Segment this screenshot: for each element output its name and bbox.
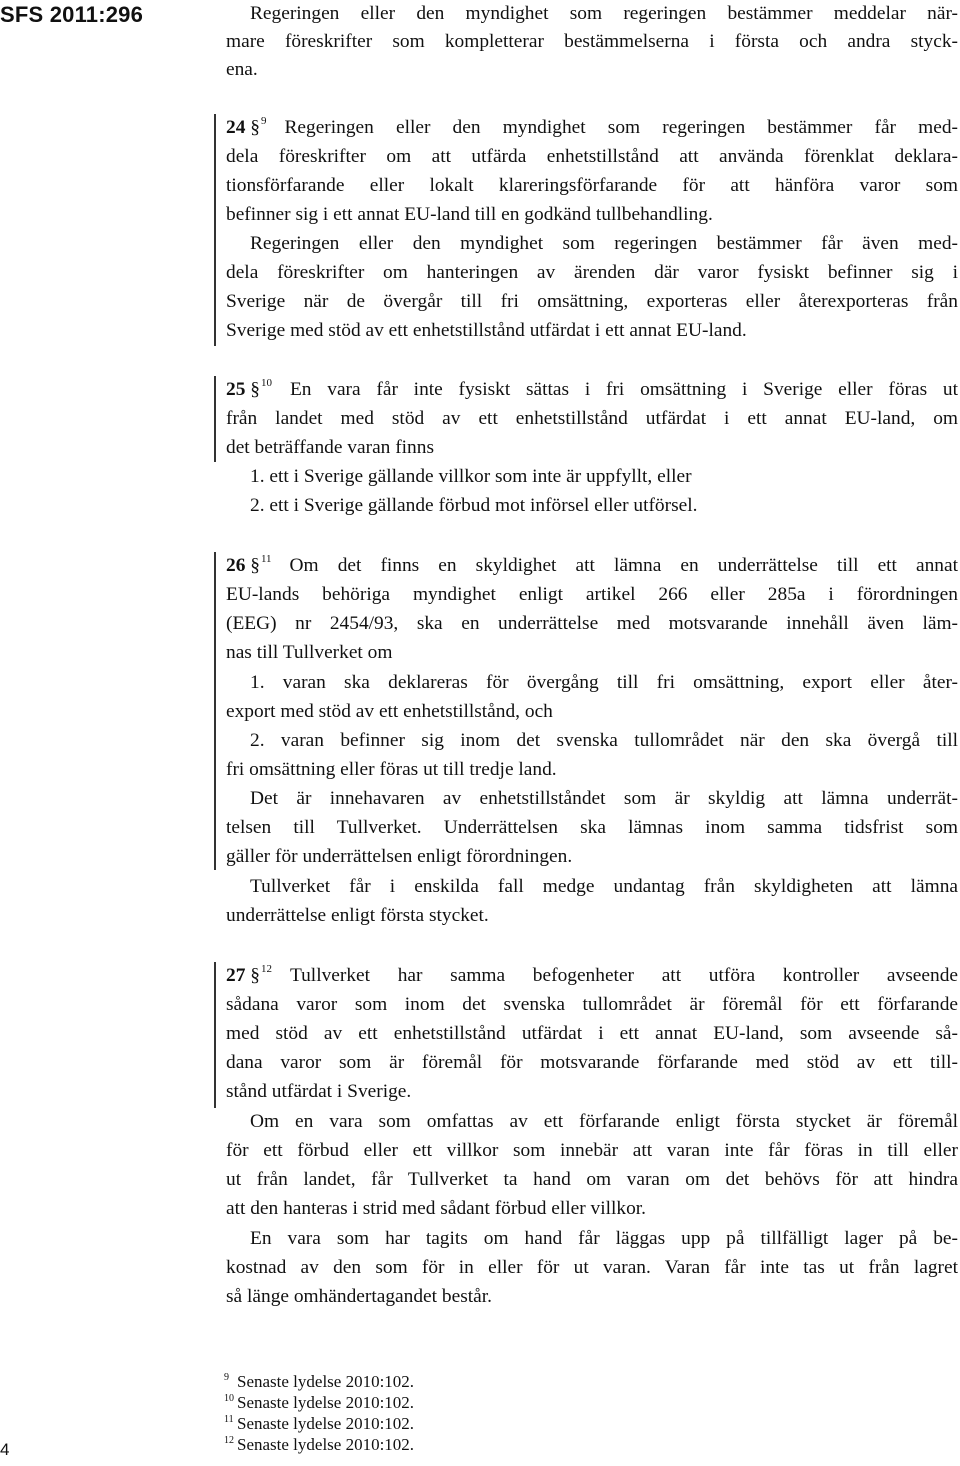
section-number: 26 (226, 555, 246, 576)
list-item: 1. ett i Sverige gällande villkor som inte är uppfyllt, eller (250, 466, 692, 487)
section-line: befinner sig i ett annat EU-land till en godkänd tullbehandling. (226, 204, 713, 225)
section-line: telsen till Tullverket. Underrättelsen ska lämnas inom samma tidsfrist som (226, 817, 958, 838)
footnote-ref: 10 (260, 377, 272, 389)
footnote (224, 1435, 414, 1458)
section-line: för ett förbud eller ett villkor som innebär att varan inte får föras in till eller (226, 1140, 958, 1161)
list-item: fri omsättning eller föras ut till tredje land. (226, 759, 557, 780)
change-bar (214, 552, 216, 870)
section-line: stånd utfärdat i Sverige. (226, 1081, 412, 1102)
section-26-first-line (226, 552, 958, 582)
section-text: Om det finns en skyldighet att lämna en underrättelse till ett annat (289, 555, 958, 576)
change-bar (214, 376, 216, 462)
section-line: med stöd av ett enhetstillstånd utfärdat i ett annat EU-land, som avseende så- (226, 1023, 958, 1044)
section-line: det beträffande varan finns (226, 437, 434, 458)
list-item: 2. varan befinner sig inom det svenska tullområdet när den ska övergå till (250, 730, 958, 751)
section-symbol: § (250, 965, 260, 986)
footnote-text: Senaste lydelse 2010:102. (237, 1372, 415, 1391)
section-symbol: § (250, 379, 260, 400)
section-symbol: § (250, 117, 260, 138)
section-line: dela föreskrifter om att utfärda enhetstillstånd att använda förenklat deklara- (226, 146, 958, 167)
section-line: kostnad av den som för in eller för ut varan. Varan får inte tas ut från lagret (226, 1257, 958, 1278)
list-item: export med stöd av ett enhetstillstånd, och (226, 701, 553, 722)
footnote (224, 1414, 414, 1437)
section-line: underrättelse enligt första stycket. (226, 905, 489, 926)
footnote-text: Senaste lydelse 2010:102. (237, 1414, 415, 1433)
section-line: från landet med stöd av ett enhetstillstånd utfärdat i ett annat EU-land, om (226, 408, 958, 429)
section-line: så länge omhändertagandet består. (226, 1286, 492, 1307)
section-line: dana varor som är föremål för motsvarande förfarande med stöd av ett till- (226, 1052, 958, 1073)
section-line: tionsförfarande eller lokalt klareringsförfarande för att hänföra varor som (226, 175, 958, 196)
section-number: 24 (226, 117, 246, 138)
section-line: Sverige med stöd av ett enhetstillstånd utfärdat i ett annat EU-land. (226, 320, 747, 341)
section-line: nas till Tullverket om (226, 642, 393, 663)
section-25-first-line (226, 376, 958, 406)
list-item: 1. varan ska deklareras för övergång till fri omsättning, export eller åter- (250, 672, 958, 693)
footnote-number: 11 (224, 1414, 234, 1425)
section-27-first-line (226, 962, 958, 992)
section-line: dela föreskrifter om hanteringen av ärenden där varor fysiskt befinner sig i (226, 262, 958, 283)
sfs-number: SFS 2011:296 (0, 2, 144, 27)
section-line: Regeringen eller den myndighet som regeringen bestämmer får även med- (250, 233, 958, 254)
section-symbol: § (250, 555, 260, 576)
section-line: Sverige när de övergår till fri omsättning, exporteras eller återexporteras från (226, 291, 958, 312)
intro-line: Regeringen eller den myndighet som regeringen bestämmer meddelar när- (250, 3, 958, 24)
section-text: Regeringen eller den myndighet som regeringen bestämmer får med- (284, 117, 958, 138)
page-number: 4 (0, 1440, 10, 1459)
footnote-ref: 12 (260, 963, 272, 975)
section-line: Tullverket får i enskilda fall medge undantag från skyldigheten att lämna (250, 876, 958, 897)
footnote-text: Senaste lydelse 2010:102. (237, 1435, 415, 1454)
section-line: EU-lands behöriga myndighet enligt artikel 266 eller 285a i förordningen (226, 584, 958, 605)
footnote-number: 12 (224, 1435, 234, 1446)
footnote-ref: 9 (260, 115, 267, 127)
section-line: sådana varor som inom det svenska tullområdet är föremål för ett förfarande (226, 994, 958, 1015)
footnote-number: 10 (224, 1393, 234, 1404)
section-line: ut från landet, får Tullverket ta hand om varan om det behövs för att hindra (226, 1169, 958, 1190)
section-24-first-line (226, 114, 958, 144)
section-line: (EEG) nr 2454/93, ska en underrättelse med motsvarande innehåll även läm- (226, 613, 958, 634)
footnote-ref: 11 (260, 553, 272, 565)
change-bar (214, 962, 216, 1108)
footnote-number: 9 (224, 1372, 229, 1383)
section-number: 27 (226, 965, 246, 986)
list-item: 2. ett i Sverige gällande förbud mot införsel eller utförsel. (250, 495, 698, 516)
footnote (224, 1393, 414, 1416)
section-line: gäller för underrättelsen enligt förordningen. (226, 846, 573, 867)
section-line: Om en vara som omfattas av ett förfarande enligt första stycket är föremål (250, 1111, 958, 1132)
section-line: att den hanteras i strid med sådant förbud eller villkor. (226, 1198, 647, 1219)
footnote (224, 1372, 414, 1395)
change-bar (214, 114, 216, 346)
intro-line: ena. (226, 59, 258, 80)
section-number: 25 (226, 379, 246, 400)
section-line: En vara som har tagits om hand får läggas upp på tillfälligt lager på be- (250, 1228, 958, 1249)
section-text: Tullverket har samma befogenheter att utföra kontroller avseende (289, 965, 958, 986)
section-line: Det är innehavaren av enhetstillståndet som är skyldig att lämna underrät- (250, 788, 958, 809)
footnote-text: Senaste lydelse 2010:102. (237, 1393, 415, 1412)
intro-line: mare föreskrifter som kompletterar bestämmelserna i första och andra styck- (226, 31, 958, 52)
section-text: En vara får inte fysiskt sättas i fri omsättning i Sverige eller föras ut (289, 379, 958, 400)
